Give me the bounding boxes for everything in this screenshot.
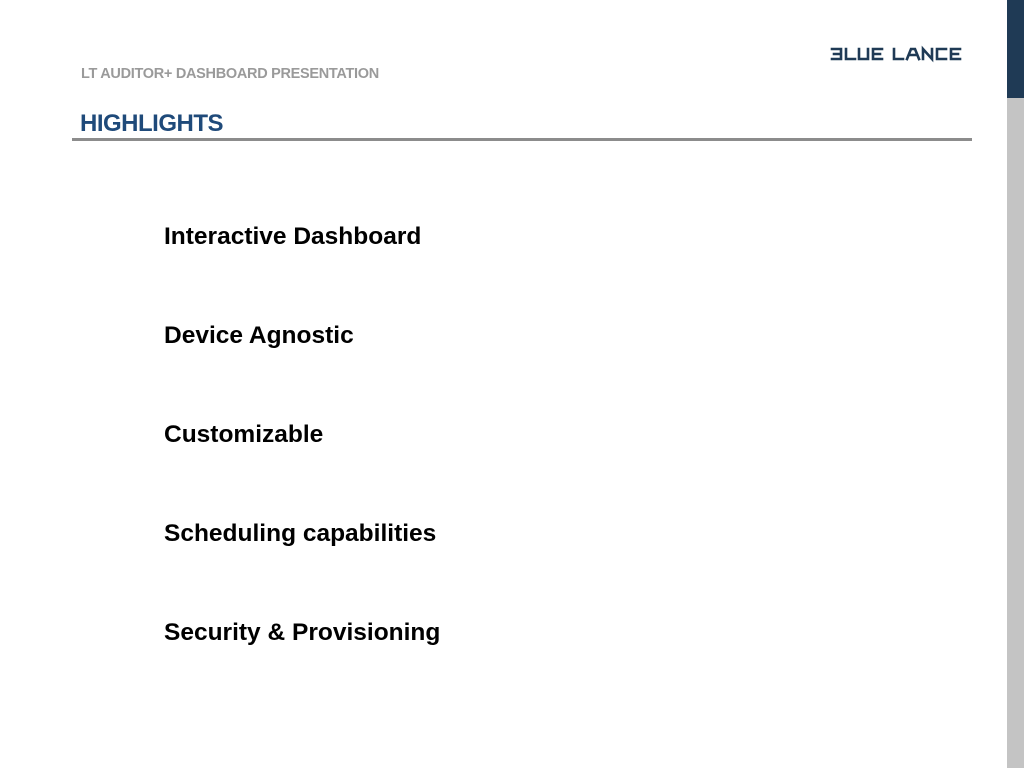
highlight-item: Security & Provisioning [164,619,441,646]
highlight-item: Customizable [164,421,324,448]
slide-title: HIGHLIGHTS [80,110,223,137]
highlights-list [164,222,440,717]
highlight-item: Device Agnostic [164,322,354,349]
presentation-subtitle: LT AUDITOR+ DASHBOARD PRESENTATION [81,66,379,82]
highlight-item: Scheduling capabilities [164,520,437,547]
title-divider [72,138,972,141]
side-decoration-accent [1007,0,1024,98]
side-decoration-bar [1007,0,1024,768]
blue-lance-logo [830,44,964,64]
highlight-item: Interactive Dashboard [164,223,422,250]
